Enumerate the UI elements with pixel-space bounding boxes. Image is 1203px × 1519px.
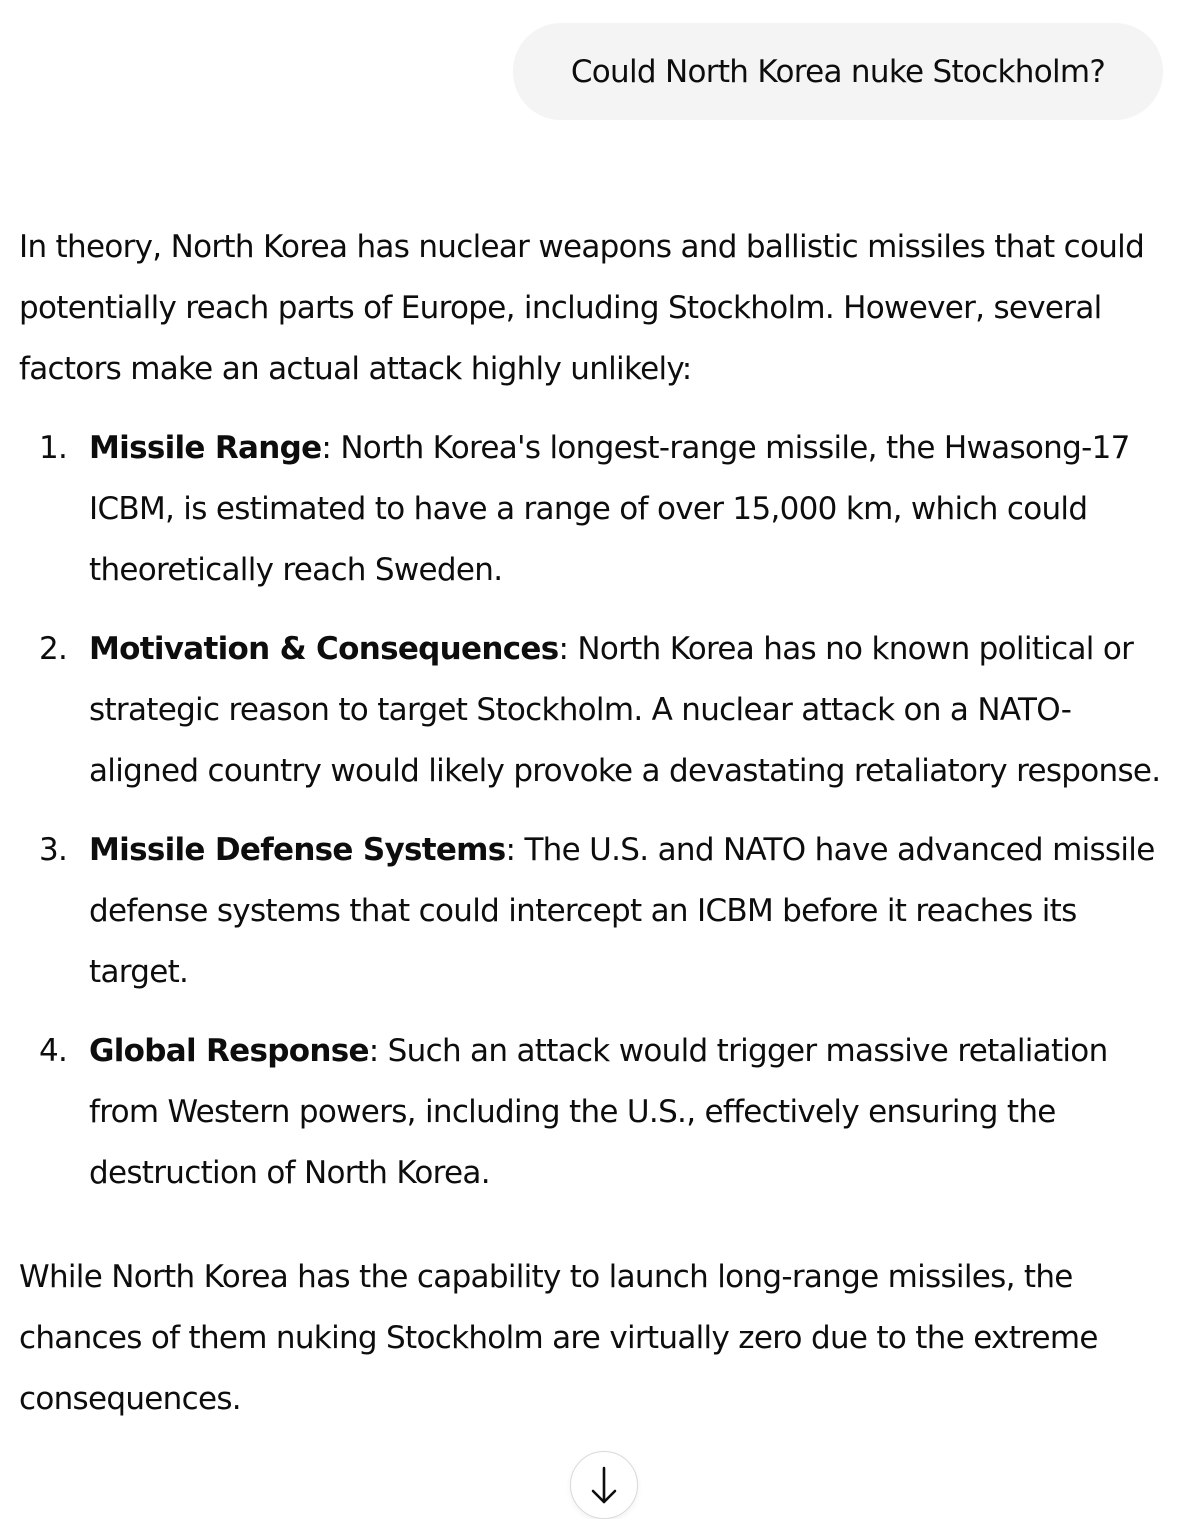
list-item-term: Missile Defense Systems <box>89 832 506 868</box>
list-item-text: : The U.S. and NATO have advanced missile defense systems that could intercept an ICBM before it reaches its target. <box>89 832 1155 990</box>
list-item-text: : North Korea has no known political or strategic reason to target Stockholm. A nuclear attack on a NATO-aligned country would likely provoke a devastating retaliatory response. <box>89 631 1161 789</box>
list-item-number: 3. <box>39 832 68 868</box>
scroll-to-bottom-button[interactable] <box>570 1451 638 1519</box>
response-conclusion: While North Korea has the capability to launch long-range missiles, the chances of them nuking Stockholm are virtually zero due to the extreme consequences. <box>19 1259 1098 1417</box>
assistant-response <box>19 217 1169 1430</box>
arrow-down-icon <box>591 1466 617 1506</box>
response-intro: In theory, North Korea has nuclear weapons and ballistic missiles that could potentially reach parts of Europe, including Stockholm. However, several factors make an actual attack highly unlikely: <box>19 229 1145 387</box>
response-list <box>19 418 1169 1204</box>
list-item-term: Motivation & Consequences <box>89 631 559 667</box>
list-item <box>19 820 1169 1003</box>
list-item-number: 4. <box>39 1033 68 1069</box>
list-item <box>19 1021 1169 1204</box>
list-item <box>19 418 1169 601</box>
list-item-text: : North Korea's longest-range missile, the Hwasong-17 ICBM, is estimated to have a range of over 15,000 km, which could theoretically reach Sweden. <box>89 430 1130 588</box>
user-message-bubble <box>513 23 1163 120</box>
user-message-text: Could North Korea nuke Stockholm? <box>570 53 1106 90</box>
list-item-term: Missile Range <box>89 430 322 466</box>
list-item-term: Global Response <box>89 1033 369 1069</box>
list-item-text: : Such an attack would trigger massive retaliation from Western powers, including the U.S., effectively ensuring the destruction of North Korea. <box>89 1033 1108 1191</box>
list-item <box>19 619 1169 802</box>
list-item-number: 2. <box>39 631 68 667</box>
list-item-number: 1. <box>39 430 68 466</box>
